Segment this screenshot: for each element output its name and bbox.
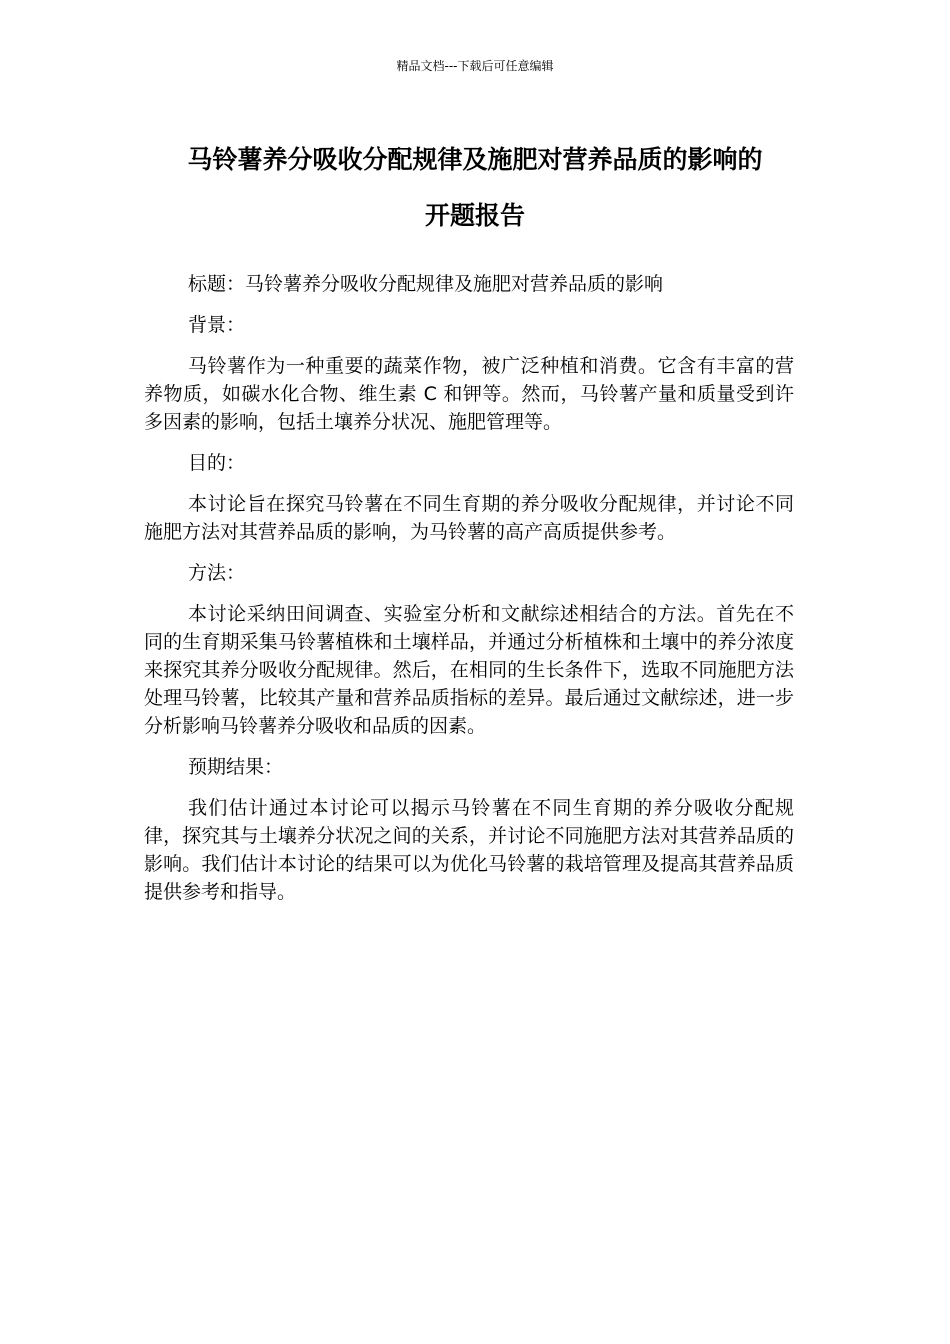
page-header: 精品文档---下载后可任意编辑 [396,59,554,73]
section-heading-method: 方法： [188,562,246,584]
section-heading-purpose: 目的： [188,452,246,474]
section-text-background: 马铃薯作为一种重要的蔬菜作物，被广泛种植和消费。它含有丰富的营养物质，如碳水化合物、维生素 C 和钾等。然而，马铃薯产量和质量受到许多因素的影响，包括土壤养分状况、施肥管理等。 [144,355,794,433]
section-text-purpose: 本讨论旨在探究马铃薯在不同生育期的养分吸收分配规律，并讨论不同施肥方法对其营养品质的影响，为马铃薯的高产高质提供参考。 [144,493,794,543]
document-title [130,132,820,244]
section-text-expected-results: 我们估计通过本讨论可以揭示马铃薯在不同生育期的养分吸收分配规律，探究其与土壤养分状况之间的关系，并讨论不同施肥方法对其营养品质的影响。我们估计本讨论的结果可以为优化马铃薯的栽培管理及提高其营养品质提供参考和指导。 [144,797,794,903]
title-line-2: 开题报告 [424,201,525,230]
title-line-1: 马铃薯养分吸收分配规律及施肥对营养品质的影响的 [187,145,763,174]
section-text-method: 本讨论采纳田间调查、实验室分析和文献综述相结合的方法。首先在不同的生育期采集马铃薯植株和土壤样品，并通过分析植株和土壤中的养分浓度来探究其养分吸收分配规律。然后，在相同的生长条件下，选取不同施肥方法处理马铃薯，比较其产量和营养品质指标的差异。最后通过文献综述，进一步分析影响马铃薯养分吸收和品质的因素。 [144,603,794,737]
document-body [144,270,794,919]
section-heading-background: 背景： [188,314,246,336]
topic-line: 标题：马铃薯养分吸收分配规律及施肥对营养品质的影响 [188,273,664,295]
section-heading-expected-results: 预期结果： [188,756,284,778]
